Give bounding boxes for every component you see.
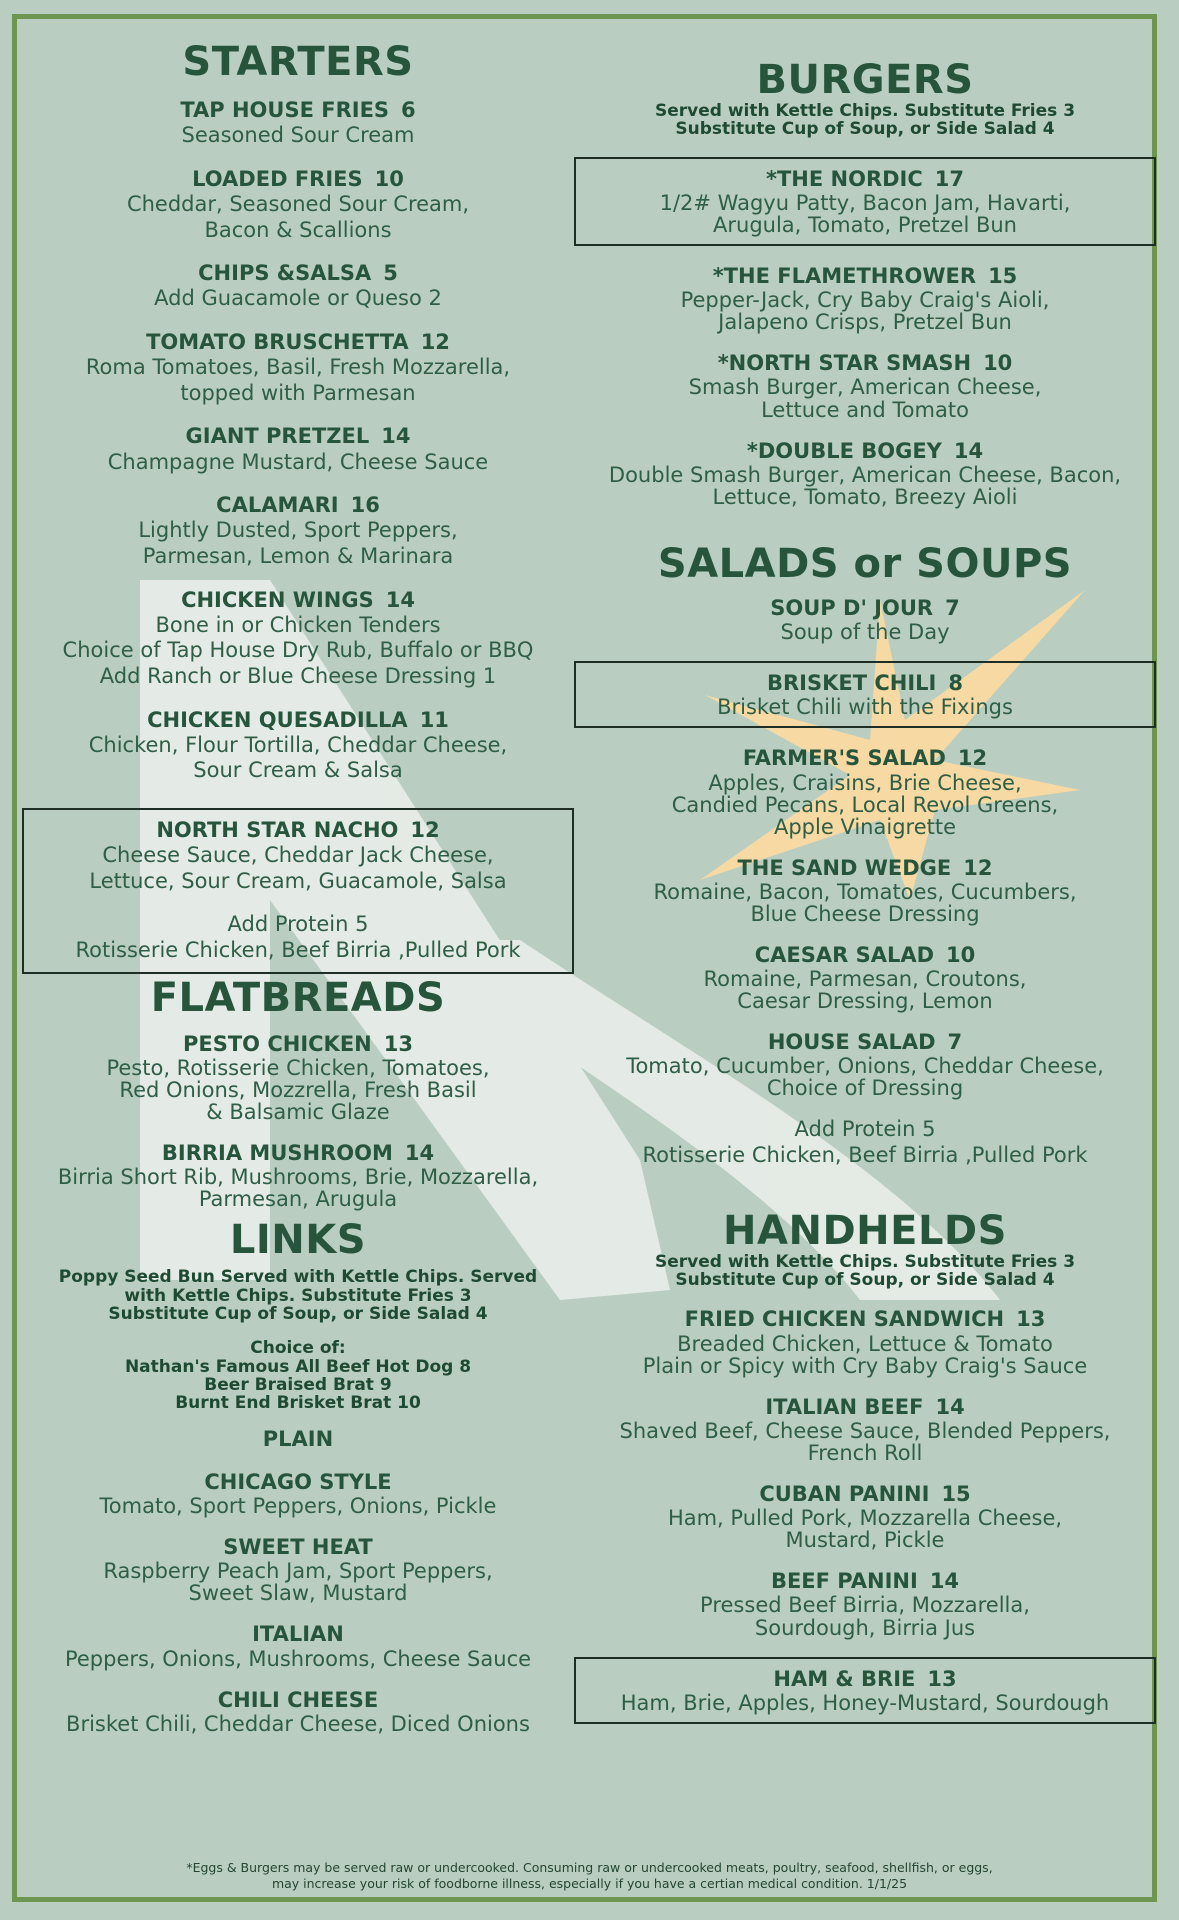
item-name-text: CHICAGO STYLE [204, 1469, 392, 1494]
text-line: Shaved Beef, Cheese Sauce, Blended Peppers, [619, 1418, 1111, 1443]
text-line: Sour Cream & Salsa [193, 758, 403, 783]
item-description [28, 1166, 568, 1210]
section-title-starters: STARTERS [182, 39, 414, 85]
item-description [580, 1594, 1150, 1638]
menu-item [580, 1030, 1150, 1099]
item-price: 13 [383, 1031, 413, 1056]
text-line: Lettuce and Tomato [761, 397, 969, 422]
section-title-flatbreads: FLATBREADS [150, 974, 446, 1021]
item-name-text: TAP HOUSE FRIES [180, 98, 390, 122]
item-name [580, 1395, 1150, 1420]
item-price: 14 [381, 424, 411, 449]
menu-item [580, 1395, 1150, 1464]
item-price: 7 [947, 1030, 963, 1055]
left-column [28, 40, 568, 1735]
item-name [28, 1427, 568, 1452]
text-line: Beer Braised Brat 9 [204, 1375, 392, 1396]
item-name-text: PESTO CHICKEN [183, 1031, 372, 1056]
item-name [28, 1688, 568, 1713]
section-title-links: LINKS [229, 1217, 367, 1264]
menu-item [28, 1535, 568, 1604]
text-line: Smash Burger, American Cheese, [688, 375, 1042, 400]
menu-item [28, 424, 568, 475]
menu-item [580, 746, 1150, 837]
item-price: 12 [420, 330, 450, 354]
text-line: Chicken, Flour Tortilla, Cheddar Cheese, [88, 732, 508, 757]
item-name [28, 493, 568, 518]
menu-item [574, 661, 1156, 728]
item-price: 12 [957, 746, 988, 771]
text-line: Candied Pecans, Local Revol Greens, [671, 792, 1059, 817]
salads-protein-addon [580, 1117, 1150, 1168]
item-name [582, 1667, 1148, 1692]
item-description [28, 518, 568, 569]
item-price: 13 [927, 1666, 957, 1691]
text-line: Poppy Seed Bun Served with Kettle Chips. Served [58, 1267, 538, 1288]
item-description [28, 1057, 568, 1123]
item-name [580, 943, 1150, 968]
item-name [28, 330, 568, 355]
item-name-text: ITALIAN [252, 1622, 344, 1647]
text-line: Parmesan, Lemon & Marinara [142, 544, 454, 568]
item-name [28, 1141, 568, 1166]
text-line: Raspberry Peach Jam, Sport Peppers, [103, 1559, 493, 1584]
item-name [580, 596, 1150, 621]
text-line: Substitute Cup of Soup, or Side Salad 4 [675, 1270, 1055, 1291]
text-line: topped with Parmesan [180, 380, 416, 405]
item-price: 15 [988, 264, 1018, 288]
text-line: Blue Cheese Dressing [750, 901, 980, 926]
item-price: 12 [410, 818, 440, 843]
item-description [580, 1055, 1150, 1099]
item-price: 12 [963, 855, 993, 880]
text-line: Lettuce, Tomato, Breezy Aioli [712, 484, 1018, 509]
text-line: Cheese Sauce, Cheddar Jack Cheese, [102, 843, 494, 868]
text-line: Substitute Cup of Soup, or Side Salad 4 [675, 119, 1055, 140]
item-name-text: *THE NORDIC [765, 166, 923, 191]
item-name [580, 439, 1150, 464]
item-name [580, 351, 1150, 376]
item-name-text: SOUP D' JOUR [770, 595, 934, 620]
menu-item [580, 264, 1150, 333]
text-line: Lightly Dusted, Sport Peppers, [138, 518, 458, 543]
item-price: 7 [945, 595, 960, 620]
item-price: 10 [946, 942, 976, 967]
section-title-salads: SALADS or SOUPS [657, 540, 1073, 587]
text-line: Rotisserie Chicken, Beef Birria ,Pulled Pork [75, 938, 521, 963]
text-line: Arugula, Tomato, Pretzel Bun [713, 212, 1017, 237]
text-line: Cheddar, Seasoned Sour Cream, [126, 191, 470, 216]
starters-list [28, 98, 568, 974]
menu-item [28, 167, 568, 243]
item-name-text: GIANT PRETZEL [185, 424, 370, 449]
item-description [580, 289, 1150, 333]
text-line: Ham, Brie, Apples, Honey-Mustard, Sourdough [620, 1690, 1110, 1715]
menu-item [28, 1141, 568, 1210]
text-line: Rotisserie Chicken, Beef Birria ,Pulled Pork [642, 1143, 1088, 1168]
text-line: Burnt End Brisket Brat 10 [175, 1393, 421, 1414]
item-name-text: BIRRIA MUSHROOM [161, 1140, 393, 1165]
item-name-text: CHICKEN QUESADILLA [147, 707, 408, 732]
item-description [582, 1692, 1148, 1714]
item-description [30, 843, 566, 894]
text-line: Sourdough, Birria Jus [754, 1615, 976, 1640]
item-name [580, 1307, 1150, 1332]
text-line: Substitute Cup of Soup, or Side Salad 4 [108, 1303, 488, 1324]
links-list [28, 1427, 568, 1735]
item-price: 14 [935, 1394, 965, 1419]
item-description [28, 1713, 568, 1735]
item-description [580, 772, 1150, 838]
item-name-text: ITALIAN BEEF [765, 1394, 924, 1419]
item-price: 5 [383, 261, 398, 286]
menu-item [580, 1307, 1150, 1376]
item-name [28, 1032, 568, 1057]
item-name [28, 1470, 568, 1495]
item-name-text: FRIED CHICKEN SANDWICH [684, 1307, 1005, 1332]
item-name [580, 746, 1150, 771]
text-line: Double Smash Burger, American Cheese, Bacon, [608, 462, 1122, 487]
text-line: Birria Short Rib, Mushrooms, Brie, Mozzarella, [57, 1165, 539, 1190]
item-description [580, 464, 1150, 508]
handhelds-note [580, 1253, 1150, 1290]
item-name-text: *DOUBLE BOGEY [746, 438, 942, 463]
text-line: Mustard, Pickle [785, 1528, 945, 1553]
text-line: Add Protein 5 [227, 912, 369, 937]
item-price: 13 [1016, 1307, 1046, 1332]
text-line: Choice of Tap House Dry Rub, Buffalo or BBQ [62, 638, 534, 663]
text-line: Brisket Chili, Cheddar Cheese, Diced Onions [66, 1711, 530, 1736]
menu-item [28, 261, 568, 312]
menu-item [580, 943, 1150, 1012]
item-price: 14 [953, 438, 984, 463]
item-price: 16 [350, 493, 380, 518]
item-name-text: *NORTH STAR SMASH [717, 351, 972, 376]
text-line: Red Onions, Mozzrella, Fresh Basil [119, 1077, 477, 1102]
menu-item [580, 1482, 1150, 1551]
item-price: 17 [934, 166, 965, 191]
item-name-text: TOMATO BRUSCHETTA [146, 330, 409, 354]
item-price: 15 [941, 1481, 971, 1506]
text-line: & Balsamic Glaze [206, 1099, 390, 1124]
item-name-text: THE SAND WEDGE [737, 855, 952, 880]
item-name-text: PLAIN [262, 1426, 334, 1451]
text-line: Pressed Beef Birria, Mozzarella, [700, 1593, 1030, 1618]
text-line: French Roll [807, 1440, 923, 1465]
text-line: with Kettle Chips. Substitute Fries 3 [124, 1285, 472, 1306]
text-line: Sweet Slaw, Mustard [188, 1581, 408, 1606]
item-name-text: FARMER'S SALAD [742, 746, 946, 771]
item-name-text: *THE FLAMETHROWER [712, 264, 977, 288]
menu-item [28, 98, 568, 149]
menu-item [28, 1622, 568, 1669]
item-addon [30, 912, 566, 963]
text-line: Served with Kettle Chips. Substitute Fries 3 [654, 101, 1076, 121]
text-line: Brisket Chili with the Fixings [717, 695, 1013, 720]
text-line: Romaine, Parmesan, Croutons, [703, 967, 1027, 992]
text-line: Add Protein 5 [794, 1117, 936, 1142]
item-description [28, 123, 568, 149]
item-name [28, 1535, 568, 1560]
text-line: Breaded Chicken, Lettuce & Tomato [677, 1331, 1053, 1356]
item-name [28, 588, 568, 613]
item-name-text: CUBAN PANINI [759, 1481, 930, 1506]
menu-item [28, 493, 568, 569]
text-line: Jalapeno Crisps, Pretzel Bun [718, 310, 1012, 335]
text-line: Seasoned Sour Cream [181, 123, 415, 148]
item-name-text: CHIPS &SALSA [198, 261, 372, 286]
text-line: Choice of: [250, 1338, 346, 1359]
item-name [28, 708, 568, 733]
burgers-list [580, 157, 1150, 508]
item-name-text: NORTH STAR NACHO [156, 818, 399, 843]
menu-item [28, 1427, 568, 1452]
text-line: Tomato, Cucumber, Onions, Cheddar Cheese, [626, 1054, 1104, 1079]
menu-item [28, 588, 568, 690]
item-name [580, 264, 1150, 289]
item-name [28, 98, 568, 123]
text-line: may increase your risk of foodborne illness, especially if you have a certian medical condition. 1/1/25 [271, 1875, 908, 1891]
item-name-text: LOADED FRIES [192, 166, 363, 191]
text-line: Add Guacamole or Queso 2 [154, 286, 442, 311]
item-price: 6 [401, 98, 416, 122]
item-description [28, 1648, 568, 1670]
text-line: Soup of the Day [780, 620, 950, 645]
item-name-text: SWEET HEAT [223, 1535, 373, 1560]
item-description [28, 286, 568, 312]
item-name [582, 671, 1148, 696]
item-price: 14 [929, 1569, 960, 1594]
text-line: Tomato, Sport Peppers, Onions, Pickle [99, 1494, 497, 1519]
menu-item [28, 708, 568, 784]
menu-item [580, 351, 1150, 420]
item-description [28, 1560, 568, 1604]
text-line: Parmesan, Arugula [198, 1187, 398, 1212]
item-name [580, 1030, 1150, 1055]
menu-item [580, 1569, 1150, 1638]
item-name-text: CALAMARI [216, 493, 339, 518]
item-description [580, 881, 1150, 925]
menu-item [574, 1657, 1156, 1724]
item-description [580, 1333, 1150, 1377]
text-line: Plain or Spicy with Cry Baby Craig's Sauce [642, 1353, 1088, 1378]
item-description [580, 376, 1150, 420]
item-name [580, 1482, 1150, 1507]
menu-item [580, 596, 1150, 643]
item-name [28, 424, 568, 449]
item-name [30, 818, 566, 843]
text-line: Caesar Dressing, Lemon [737, 989, 993, 1014]
menu-item [580, 439, 1150, 508]
text-line: Roma Tomatoes, Basil, Fresh Mozzarella, [85, 355, 511, 380]
item-price: 11 [419, 707, 449, 732]
menu-item [28, 1032, 568, 1123]
text-line: Apple Vinaigrette [773, 814, 957, 839]
item-name [28, 1622, 568, 1647]
section-title-burgers: BURGERS [756, 57, 974, 103]
text-line: Served with Kettle Chips. Substitute Fries 3 [654, 1251, 1076, 1272]
item-description [28, 613, 568, 690]
handhelds-list [580, 1307, 1150, 1723]
item-description [580, 1420, 1150, 1464]
menu-item [28, 1470, 568, 1517]
item-name-text: BRISKET CHILI [767, 671, 937, 696]
item-price: 10 [983, 351, 1013, 376]
text-line: Nathan's Famous All Beef Hot Dog 8 [124, 1356, 472, 1377]
text-line: 1/2# Wagyu Patty, Bacon Jam, Havarti, [659, 190, 1071, 215]
text-line: Lettuce, Sour Cream, Guacamole, Salsa [89, 868, 507, 893]
text-line: *Eggs & Burgers may be served raw or undercooked. Consuming raw or undercooked meats, poultry, seafood, shellfish, or eggs, [186, 1860, 993, 1875]
menu-item [22, 808, 574, 974]
item-description [28, 355, 568, 406]
text-line: Apples, Craisins, Brie Cheese, [708, 770, 1022, 795]
burgers-note [580, 102, 1150, 139]
menu-item [580, 856, 1150, 925]
text-line: Pepper-Jack, Cry Baby Craig's Aioli, [680, 288, 1050, 313]
item-description [582, 696, 1148, 718]
item-name [28, 261, 568, 286]
item-price: 14 [385, 587, 415, 612]
item-name-text: HOUSE SALAD [767, 1030, 936, 1055]
text-line: Champagne Mustard, Cheese Sauce [107, 449, 489, 474]
text-line: Choice of Dressing [766, 1076, 964, 1101]
item-name [28, 167, 568, 192]
menu-item [28, 330, 568, 406]
section-title-handhelds: HANDHELDS [723, 1207, 1007, 1254]
flatbreads-list [28, 1032, 568, 1211]
salads-list [580, 596, 1150, 1100]
text-line: Pesto, Rotisserie Chicken, Tomatoes, [106, 1055, 490, 1080]
footer-disclaimer [0, 1860, 1179, 1891]
item-name-text: CHICKEN WINGS [181, 587, 374, 612]
text-line: Bacon & Scallions [204, 217, 392, 242]
item-description [28, 1495, 568, 1517]
item-description [28, 192, 568, 243]
text-line: Romaine, Bacon, Tomatoes, Cucumbers, [653, 879, 1077, 904]
item-description [580, 621, 1150, 643]
item-name [582, 167, 1148, 192]
item-name [580, 856, 1150, 881]
item-description [582, 192, 1148, 236]
item-description [580, 1507, 1150, 1551]
item-name-text: BEEF PANINI [770, 1569, 918, 1594]
item-price: 14 [404, 1140, 435, 1165]
links-note [28, 1268, 568, 1323]
item-description [28, 450, 568, 476]
text-line: Add Ranch or Blue Cheese Dressing 1 [99, 664, 497, 689]
menu-item [28, 1688, 568, 1735]
links-choice [28, 1339, 568, 1412]
item-name-text: CAESAR SALAD [754, 942, 935, 967]
item-name-text: CHILI CHEESE [217, 1687, 379, 1712]
item-description [28, 733, 568, 784]
right-column [580, 58, 1150, 1724]
text-line: Ham, Pulled Pork, Mozzarella Cheese, [667, 1506, 1063, 1531]
item-name [580, 1569, 1150, 1594]
item-name-text: HAM & BRIE [773, 1666, 916, 1691]
item-description [580, 968, 1150, 1012]
text-line: Peppers, Onions, Mushrooms, Cheese Sauce [64, 1646, 532, 1671]
menu-item [574, 157, 1156, 246]
text-line: Bone in or Chicken Tenders [155, 612, 441, 637]
item-price: 8 [948, 671, 963, 696]
item-price: 10 [374, 166, 404, 191]
